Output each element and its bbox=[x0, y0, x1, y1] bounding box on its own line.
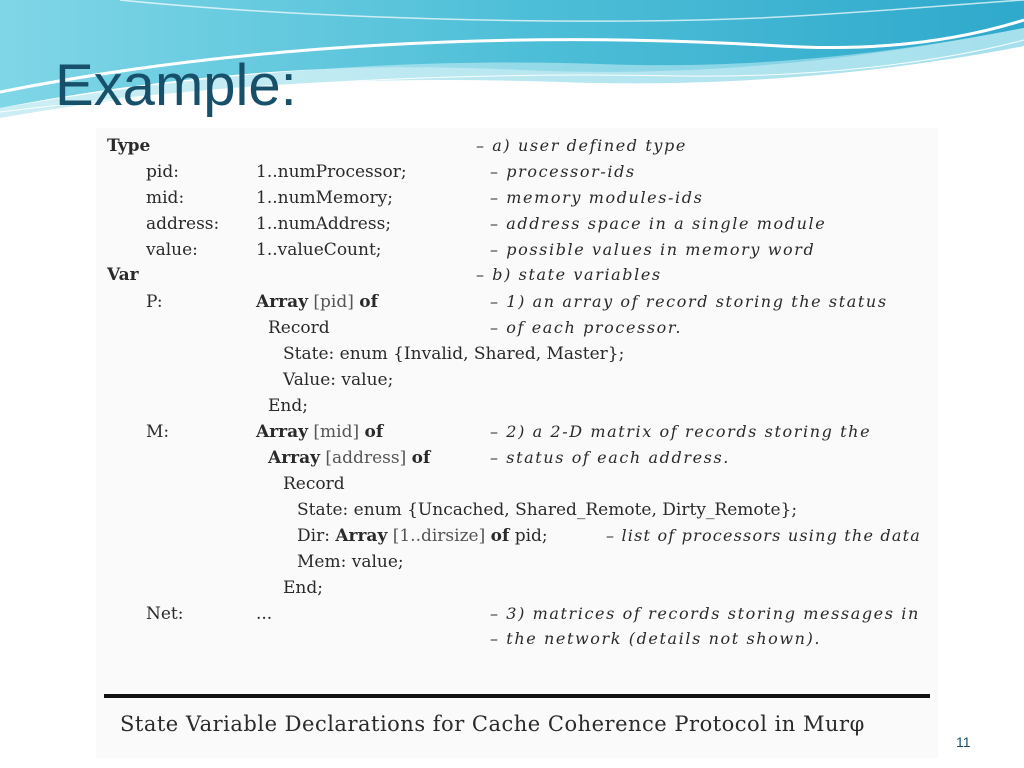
p-array-decl bbox=[256, 292, 378, 312]
p-state-field: State: enum {Invalid, Shared, Master}; bbox=[283, 344, 625, 364]
type-comment: – a) user defined type bbox=[476, 136, 687, 155]
dir-comment: – list of processors using the data bbox=[606, 526, 921, 545]
pid-comment: – processor-ids bbox=[490, 162, 636, 181]
of-keyword: of bbox=[490, 526, 510, 546]
net-name: Net: bbox=[146, 604, 184, 624]
address-index: [address] bbox=[325, 448, 407, 468]
p-comment-2: – of each processor. bbox=[490, 318, 683, 337]
m-mem-field: Mem: value; bbox=[297, 552, 404, 572]
p-value-field: Value: value; bbox=[283, 370, 394, 390]
value-name: value: bbox=[146, 240, 198, 260]
m-state-field: State: enum {Uncached, Shared_Remote, Dirty_Remote}; bbox=[297, 500, 798, 520]
of-keyword: of bbox=[411, 448, 431, 468]
dir-type: pid; bbox=[514, 526, 548, 546]
address-comment: – address space in a single module bbox=[490, 214, 827, 233]
type-keyword: Type bbox=[107, 136, 151, 156]
var-keyword: Var bbox=[107, 265, 139, 285]
value-range: 1..valueCount; bbox=[256, 240, 382, 260]
m-record-keyword: Record bbox=[283, 474, 345, 494]
array-keyword: Array bbox=[268, 448, 320, 468]
dir-label: Dir: bbox=[297, 526, 330, 546]
address-range: 1..numAddress; bbox=[256, 214, 392, 234]
p-end-keyword: End; bbox=[268, 396, 308, 416]
m-inner-array-decl bbox=[268, 448, 430, 468]
p-record-keyword: Record bbox=[268, 318, 330, 338]
figure-caption: State Variable Declarations for Cache Coherence Protocol in Murφ bbox=[120, 712, 865, 736]
net-comment-2: – the network (details not shown). bbox=[490, 629, 822, 648]
m-end-keyword: End; bbox=[283, 578, 323, 598]
p-name: P: bbox=[146, 292, 163, 312]
mid-name: mid: bbox=[146, 188, 185, 208]
array-keyword: Array bbox=[256, 292, 308, 312]
array-keyword: Array bbox=[335, 526, 388, 546]
pid-name: pid: bbox=[146, 162, 179, 182]
pid-index: [pid] bbox=[313, 292, 354, 312]
m-name: M: bbox=[146, 422, 170, 442]
mid-comment: – memory modules-ids bbox=[490, 188, 704, 207]
array-keyword: Array bbox=[256, 422, 308, 442]
m-array-decl bbox=[256, 422, 383, 442]
m-comment-1: – 2) a 2-D matrix of records storing the bbox=[490, 422, 872, 441]
mid-index: [mid] bbox=[313, 422, 360, 442]
of-keyword: of bbox=[364, 422, 384, 442]
caption-divider bbox=[104, 694, 930, 698]
value-comment: – possible values in memory word bbox=[490, 240, 816, 259]
of-keyword: of bbox=[359, 292, 378, 312]
net-comment-1: – 3) matrices of records storing messages in bbox=[490, 604, 920, 623]
net-value: ... bbox=[256, 604, 273, 624]
p-comment-1: – 1) an array of record storing the status bbox=[490, 292, 888, 311]
address-name: address: bbox=[146, 214, 220, 234]
pid-range: 1..numProcessor; bbox=[256, 162, 407, 182]
page-number: 11 bbox=[956, 734, 971, 750]
mid-range: 1..numMemory; bbox=[256, 188, 393, 208]
slide-title: Example: bbox=[55, 53, 297, 118]
dir-index: [1..dirsize] bbox=[392, 526, 486, 546]
m-dir-field bbox=[297, 526, 548, 546]
var-comment: – b) state variables bbox=[476, 265, 662, 284]
m-comment-2: – status of each address. bbox=[490, 448, 730, 467]
